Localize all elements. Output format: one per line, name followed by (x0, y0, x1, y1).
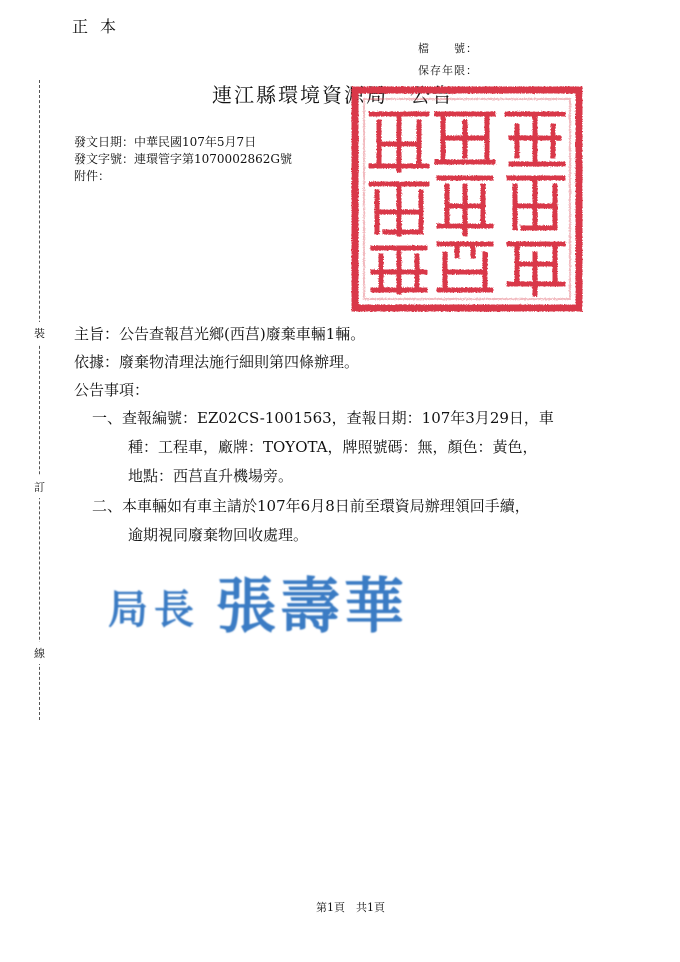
attachment-label: 附件： (74, 169, 111, 183)
item-1-line-1: 查報編號：EZ02CS-1001563，查報日期：107年3月29日，車 (122, 409, 554, 427)
retention-period-label: 保存年限： (418, 64, 478, 77)
reference-number (74, 151, 292, 167)
item-2-marker: 二、 (92, 497, 123, 515)
notice-item-1 (92, 406, 554, 430)
item-2-line-2: 逾期視同廢棄物回收處理。 (128, 526, 309, 544)
subject-text: 公告查報莒光鄉(西莒)廢棄車輛1輛。 (119, 325, 366, 343)
page-number: 第1頁 共1頁 (316, 901, 385, 914)
subject (74, 322, 365, 346)
attachment (74, 168, 110, 184)
basis-text: 廢棄物清理法施行細則第四條辦理。 (119, 353, 360, 371)
reference-number-label: 發文字號： (74, 152, 135, 166)
binding-mark-zhuang: 裝 (34, 322, 45, 344)
basis-label: 依據： (74, 353, 120, 371)
copy-label: 正本 (72, 17, 129, 36)
document-title: 連江縣環境資源局 公告 (212, 83, 454, 107)
director-signature-stamp (108, 565, 428, 650)
official-seal (351, 86, 583, 312)
item-1-marker: 一、 (92, 409, 123, 427)
issue-date-label: 發文日期： (74, 135, 135, 149)
binding-line (39, 80, 40, 720)
subject-label: 主旨： (74, 325, 120, 343)
item-2-line-1: 本車輛如有車主請於107年6月8日前至環資局辦理領回手續， (122, 497, 530, 515)
issue-date-value: 中華民國107年5月7日 (134, 135, 257, 149)
svg-text:張壽華: 張壽華 (216, 572, 408, 642)
notice-heading: 公告事項： (74, 381, 150, 399)
svg-text:局長: 局長 (108, 587, 200, 633)
binding-mark-ding: 訂 (34, 476, 45, 498)
notice-item-2 (92, 494, 530, 518)
issue-date (74, 134, 256, 150)
reference-number-value: 連環管字第1070002862G號 (134, 152, 292, 166)
item-1-line-3: 地點：西莒直升機場旁。 (128, 467, 294, 485)
legal-basis (74, 350, 359, 374)
binding-mark-xian: 線 (34, 642, 45, 664)
item-1-line-2: 種：工程車，廠牌：TOYOTA，牌照號碼：無，顏色：黃色， (128, 438, 538, 456)
archive-number-label: 檔 號： (418, 42, 478, 55)
